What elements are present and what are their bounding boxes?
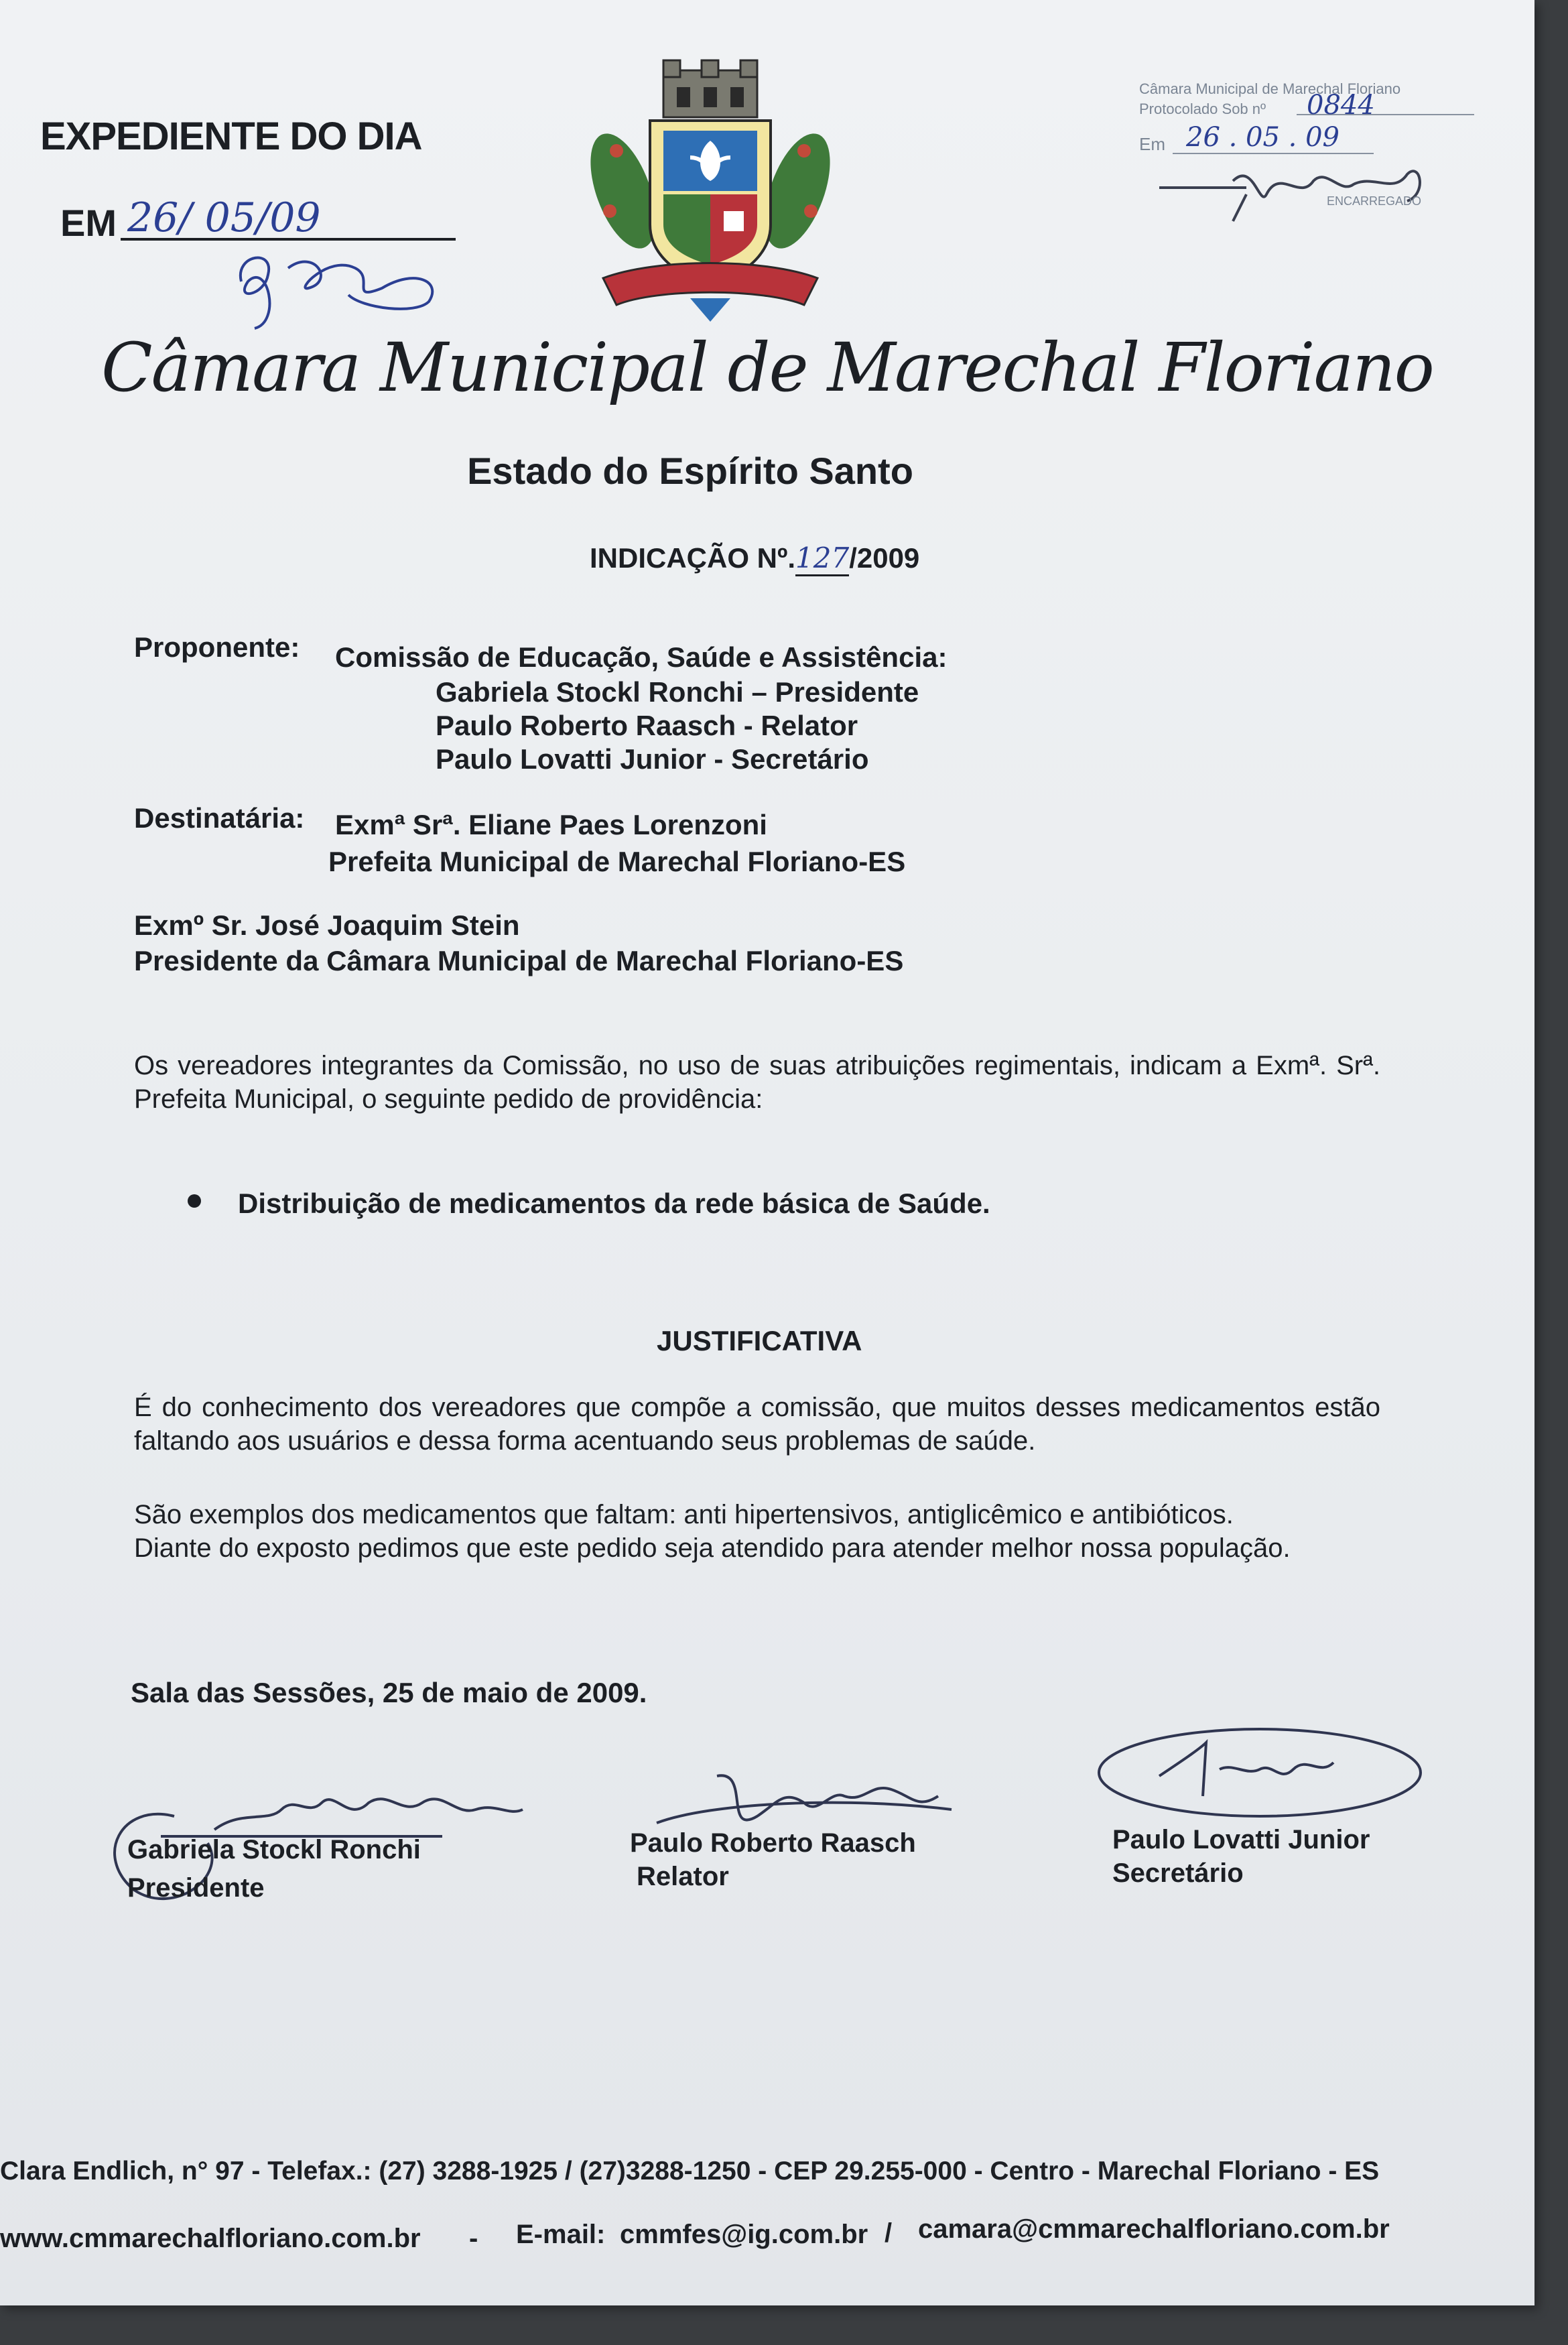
expediente-title: EXPEDIENTE DO DIA [40, 115, 422, 158]
proponente-label: Proponente: [134, 631, 300, 663]
justificativa-paragraph: É do conhecimento dos vereadores que compõe a comissão, que muitos desses medicamentos estão faltando aos usuários e dessa forma acentuando seus problemas de saúde. [134, 1393, 1380, 1456]
signature-role: Presidente [127, 1873, 265, 1903]
expediente-initials-signature [228, 241, 456, 335]
justificativa-title: JUSTIFICATIVA [657, 1325, 862, 1356]
institution-name: Câmara Municipal de Marechal Floriano [101, 328, 1433, 407]
second-recipient-name: Exmº Sr. José Joaquim Stein [134, 909, 520, 941]
footer-email: cmmfes@ig.com.br [620, 2220, 868, 2249]
footer-separator: - [469, 2224, 478, 2253]
proponente-member: Gabriela Stockl Ronchi – Presidente [436, 676, 919, 708]
municipal-coat-of-arms [590, 57, 831, 325]
state-name: Estado do Espírito Santo [467, 450, 913, 492]
indicacao-number [590, 542, 919, 576]
justificativa-paragraph: São exemplos dos medicamentos que faltam: anti hipertensivos, antiglicêmico e antibióticos. [134, 1500, 1234, 1529]
stamp-institution: Câmara Municipal de Marechal Floriano [1139, 80, 1401, 97]
stamp-em-label: Em [1139, 134, 1165, 154]
stamp-signature [1153, 154, 1434, 228]
destinataria-role: Prefeita Municipal de Marechal Floriano-ES [328, 846, 906, 877]
expediente-em-label: EM [60, 202, 117, 244]
footer-email-label: E-mail: [516, 2220, 606, 2249]
intro-paragraph: Os vereadores integrantes da Comissão, no uso de suas atribuições regimentais, indicam a Exmª. Srª. Prefeita Municipal, o seguinte pedido de providência: [134, 1051, 1380, 1114]
destinataria-label: Destinatária: [134, 802, 305, 834]
footer-email: camara@cmmarechalfloriano.com.br [918, 2214, 1390, 2244]
stamp-protocol-label: Protocolado Sob nº [1139, 101, 1266, 117]
proponente-member: Paulo Lovatti Junior - Secretário [436, 743, 869, 775]
justificativa-paragraph: Diante do exposto pedimos que este pedido seja atendido para atender melhor nossa população. [134, 1533, 1291, 1563]
proponente-commission: Comissão de Educação, Saúde e Assistência: [335, 641, 948, 673]
stamp-date: 26 . 05 . 09 [1186, 122, 1340, 153]
protocol-stamp [1132, 80, 1481, 228]
stamp-role: ENCARREGADO [1327, 194, 1422, 208]
signature-name: Paulo Lovatti Junior [1112, 1825, 1370, 1854]
stamp-protocol-number: 0844 [1307, 90, 1375, 121]
bullet-marker [188, 1186, 208, 1206]
footer-website: www.cmmarechalfloriano.com.br [0, 2224, 421, 2253]
destinataria-name: Exmª Srª. Eliane Paes Lorenzoni [335, 809, 767, 840]
indicacao-handwritten-number: 127 [795, 542, 849, 576]
signature-name: Gabriela Stockl Ronchi [127, 1835, 421, 1864]
indicacao-suffix: /2009 [849, 542, 920, 574]
request-item: Distribuição de medicamentos da rede básica de Saúde. [238, 1188, 990, 1219]
signature-role: Secretário [1112, 1858, 1244, 1888]
footer-address: Clara Endlich, n° 97 - Telefax.: (27) 3288-1925 / (27)3288-1250 - CEP 29.255-000 - Centro - Marechal Floriano - ES [0, 2157, 1380, 2185]
signature-role: Relator [637, 1862, 729, 1891]
expediente-date-handwritten: 26/ 05/09 [127, 194, 321, 241]
footer-slash: / [885, 2218, 893, 2248]
signature-paulo-lovatti [1092, 1722, 1427, 1823]
indicacao-prefix: INDICAÇÃO Nº. [590, 542, 796, 574]
signature-name: Paulo Roberto Raasch [630, 1828, 916, 1858]
closing-location-date: Sala das Sessões, 25 de maio de 2009. [131, 1677, 647, 1708]
second-recipient-role: Presidente da Câmara Municipal de Marechal Floriano-ES [134, 945, 904, 976]
proponente-member: Paulo Roberto Raasch - Relator [436, 710, 858, 741]
